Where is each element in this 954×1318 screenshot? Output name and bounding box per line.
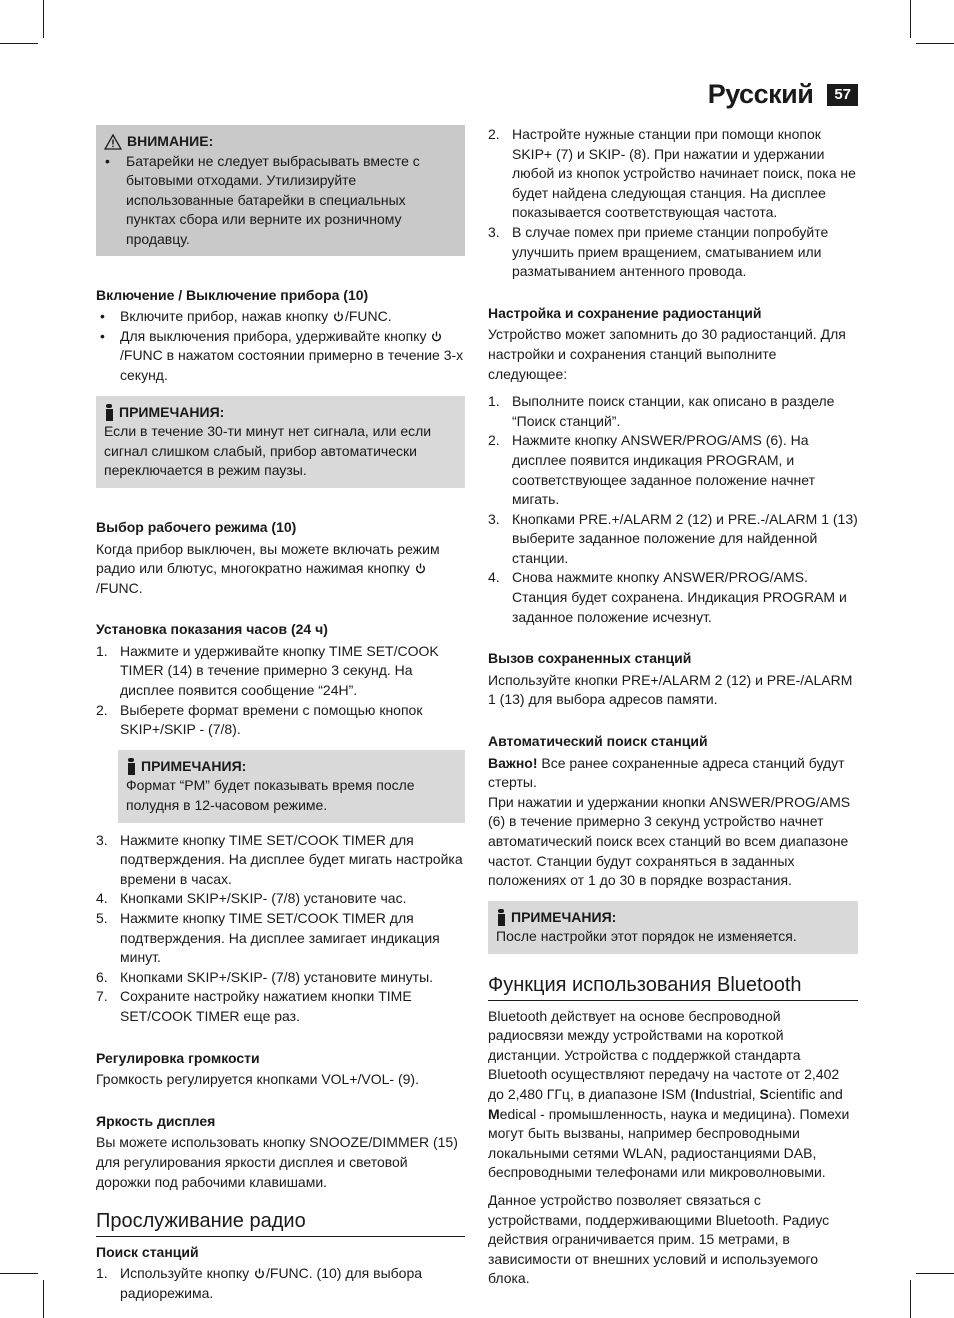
list-item: 7. Сохраните настройку нажатием кнопки TIME SET/COOK TIMER еще раз. [96,988,412,1024]
section-title-volume: Регулировка громкости [96,1049,260,1066]
mode-text: Когда прибор выключен, вы можете включать режим радио или блютус, многократно нажимая кнопку /FUNC. [96,540,440,596]
list-item: 1. Выполните поиск станции, как описано в разделе “Поиск станций”. [488,393,835,429]
note-text: Если в течение 30-ти минут нет сигнала, или если сигнал слишком слабый, прибор автоматически переключается в режим паузы. [104,423,432,479]
clock-steps-b [96,831,465,1027]
power-icon [415,563,426,574]
note-text: После настройки этот порядок не изменяется. [496,928,797,945]
note-text: Формат “PM” будет показывать время после полудня в 12-часовом режиме. [126,777,415,814]
note-title: ПРИМЕЧАНИЯ: [496,908,850,928]
info-icon [126,758,136,775]
section-title-recall: Вызов сохраненных станций [488,650,692,667]
power-icon [333,311,344,322]
section-title-power: Включение / Выключение прибора (10) [96,286,369,303]
power-icon [431,331,442,342]
section-title-save: Настройка и сохранение радиостанций [488,304,762,321]
section-title-mode: Выбор рабочего режима (10) [96,518,297,535]
power-list [96,307,465,385]
warning-list [104,152,457,250]
note-title: ПРИМЕЧАНИЯ: [126,757,457,777]
left-column [96,125,465,1304]
crop-mark [916,1273,954,1274]
crop-mark [916,43,954,44]
list-item: 1. Используйте кнопку /FUNC. (10) для выбора радиорежима. [96,1265,423,1301]
crop-mark [0,1273,38,1274]
list-item: • Включите прибор, нажав кнопку /FUNC. [96,307,465,327]
auto-text: При нажатии и удержании кнопки ANSWER/PROG/AMS (6) в течение примерно 3 секунд устройство начнет автоматический поиск всех станций во всем диапазоне частот. Станции будут сохраняться в заданных положениях от 1 до 30 в порядке возрастания. [488,793,851,889]
crop-mark [43,1280,44,1318]
warning-title: ВНИМАНИЕ: [104,132,457,152]
crop-mark [910,1280,911,1318]
list-item: • Для выключения прибора, удерживайте кнопку /FUNC в нажатом состоянии примерно в течение 3-х секунд. [96,327,465,386]
warning-box [96,125,465,256]
list-item: 3. Кнопками PRE.+/ALARM 2 (12) и PRE.-/ALARM 1 (13) выберите заданное положение для найденной станции. [488,510,858,566]
save-steps [488,392,858,627]
section-heading-radio: Прослуживание радио [96,1212,465,1237]
section-title-clock: Установка показания часов (24 ч) [96,621,328,638]
list-item: 3. В случае помех при приеме станции попробуйте улучшить прием вращением, сматыванием или разматыванием антенного провода. [488,223,829,280]
list-item: 1. Нажмите и удерживайте кнопку TIME SET/COOK TIMER (14) в течение примерно 3 секунд. На дисплее появится сообщение “24H”. [96,642,439,699]
recall-text: Используйте кнопки PRE+/ALARM 2 (12) и PRE-/ALARM 1 (13) для выбора адресов памяти. [488,671,853,708]
list-item: 2. Выберете формат времени с помощью кнопок SKIP+/SKIP - (7/8). [96,701,423,738]
list-item: 4. Кнопками SKIP+/SKIP- (7/8) установите час. [96,890,407,907]
auto-important: Важно! Все ранее сохраненные адреса станций будут стерты. [488,754,845,791]
list-item: 6. Кнопками SKIP+/SKIP- (7/8) установите минуты. [96,968,434,985]
clock-steps-a [96,642,465,740]
section-title-search: Поиск станций [96,1243,199,1260]
search-steps-cont [488,125,858,282]
power-icon [254,1268,265,1279]
search-steps [96,1264,465,1303]
list-item: 2. Нажмите кнопку ANSWER/PROG/AMS (6). На дисплее появится индикация PROGRAM, и соответствующее заданное положение начнет мигать. [488,432,816,508]
note-box [488,901,858,954]
brightness-text: Вы можете использовать кнопку SNOOZE/DIMMER (15) для регулирования яркости дисплея и световой дорожки под рабочими клавишами. [96,1134,458,1190]
list-item: 3. Нажмите кнопку TIME SET/COOK TIMER для подтверждения. На дисплее будет мигать настройка времени в часах. [96,831,463,887]
list-item: 4. Снова нажмите кнопку ANSWER/PROG/AMS. Станция будет сохранена. Индикация PROGRAM и заданное положение исчезнут. [488,569,847,625]
note-title: ПРИМЕЧАНИЯ: [104,403,457,423]
note-box [118,750,465,823]
section-title-auto: Автоматический поиск станций [488,733,708,750]
info-icon [104,404,114,421]
page-number: 57 [827,84,858,106]
volume-text: Громкость регулируется кнопками VOL+/VOL- (9). [96,1071,419,1088]
bluetooth-text-2: Данное устройство позволяет связаться с устройствами, поддерживающими Bluetooth. Радиус действия ограничивается прим. 15 метрами, в зависимости от внешних условий и используемого блока. [488,1191,830,1287]
right-column [488,125,858,1289]
crop-mark [0,43,38,44]
note-box [96,396,465,488]
section-title-brightness: Яркость дисплея [96,1112,216,1129]
crop-mark [43,0,44,38]
list-item: 2. Настройте нужные станции при помощи кнопок SKIP+ (7) и SKIP- (8). При нажатии и удержании любой из кнопок устройство начинает поиск, пока не будет найдена следующая станция. На дисплее показывается соответствующая частота. [488,126,856,221]
page-header [707,79,858,110]
language-title: Русский [707,79,814,110]
list-item: 5. Нажмите кнопку TIME SET/COOK TIMER для подтверждения. На дисплее замигает индикация минут. [96,910,440,966]
bluetooth-text-1: Bluetooth действует на основе беспроводной радиосвязи между устройствами на короткой дистанции. Устройства с поддержкой стандарта Bluetooth осуществляют передачу на частоте от 2,402 до 2,480 ГГц, в диапазоне ISM (Industrial, Scientific and Medical - промышленность, наука и медицина). Помехи могут быть вызваны, например беспроводными локальными сетями WLAN, радиостанциями DAB, беспроводными телефонами или микроволновыми. [488,1007,850,1181]
list-item: • Батарейки не следует выбрасывать вместе с бытовыми отходами. Утилизируйте использованные батарейки в специальных пунктах сбора или верните их розничному продавцу. [104,152,457,250]
info-icon [496,909,506,926]
section-heading-bluetooth: Функция использования Bluetooth [488,976,858,1001]
crop-mark [910,0,911,38]
save-intro: Устройство может запомнить до 30 радиостанций. Для настройки и сохранения станций выполните следующее: [488,326,846,382]
warning-icon [104,134,122,150]
